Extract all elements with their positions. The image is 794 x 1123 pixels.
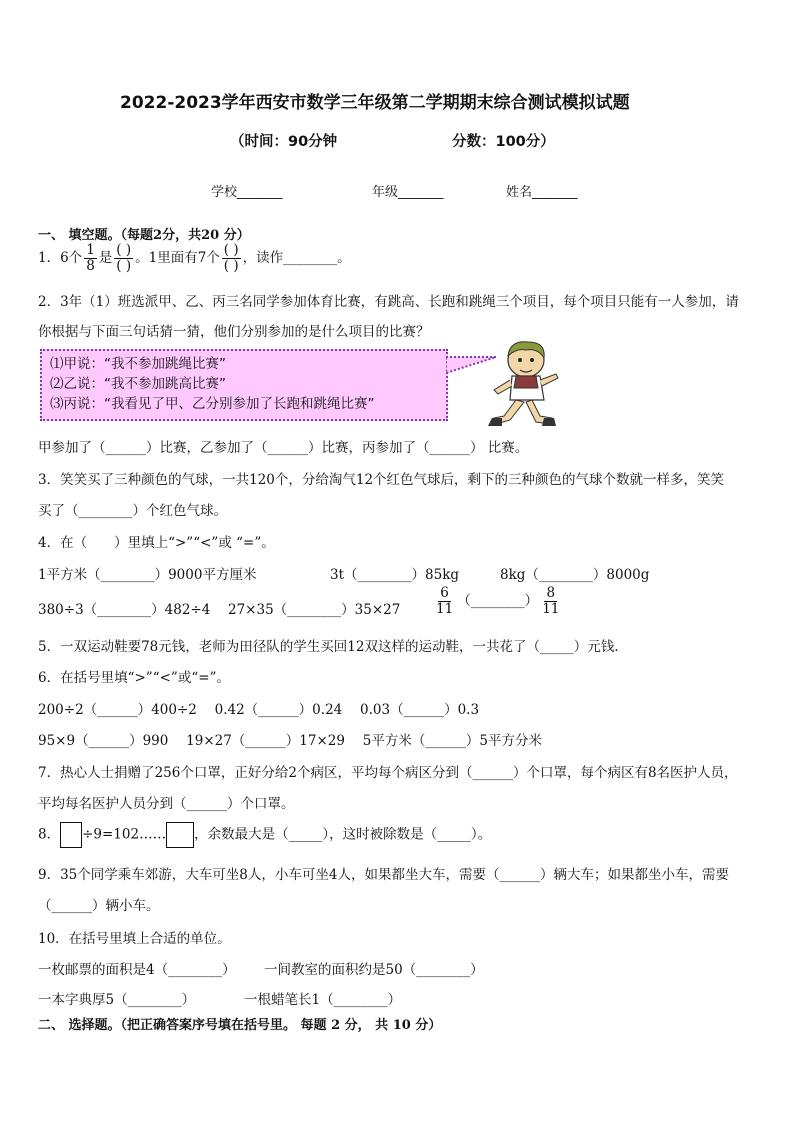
question-10-item: 一枚邮票的面积是4（________） [38,962,236,978]
bubble-line: ⑴甲说：“我不参加跳绳比赛” [50,356,226,372]
fraction: $\frac{6}{11}$ [436,585,454,617]
score-label: 分数：100分） [452,134,555,150]
question-9-line-2: （______）辆小车。 [38,898,160,914]
speech-bubble [40,349,448,421]
question-5: 5．一双运动鞋要78元钱，老师为田径队的学生买回12双这样的运动鞋，一共花了（_____）元钱. [38,639,619,655]
question-8: 8． ÷9=102…… ，余数最大是（_____），这时被除数是（_____）。 [38,822,491,848]
grade-field: 年级_______ [372,185,444,200]
question-3-line-2: 买了（________）个红色气球。 [38,503,227,519]
question-9-line-1: 9．35个同学乘车郊游，大车可坐8人，小车可坐4人，如果都坐大车，需要（______）辆大车；如果都坐小车，需要 [38,867,729,883]
fraction: $\frac{( )}{( )}$ [223,242,239,274]
question-7-line-2: 平均每名医护人员分到（______）个口罩。 [38,796,295,812]
bubble-line: ⑶丙说：“我看见了甲、乙分别参加了长跑和跳绳比赛” [50,396,375,412]
question-1: 1．6个 $\frac{1}{8}$ 是 $\frac{( )}{( )}$ 。1里面有7个 $\frac{( )}{( )}$ ，读作________。 [38,242,351,274]
question-4-item: 3t（________）85kg [330,567,460,583]
question-4: 4．在（ ）里填上“>”“<”或 “=”。 [38,535,275,551]
fraction: $\frac{1}{8}$ [86,242,95,274]
bubble-line: ⑵乙说：“我不参加跳高比赛” [50,376,226,392]
section-1-heading: 一、 填空题。（每题2分，共20 分） [38,228,250,243]
answer-box [60,822,82,848]
question-6-row: 200÷2（______）400÷2 0.42（______）0.24 0.03（______）0.3 [38,702,480,718]
question-4-item: 380÷3（________）482÷4 [38,602,211,618]
question-3-line-1: 3．笑笑买了三种颜色的气球，一共120个，分给淘气12个红色气球后，剩下的三种颜色的气球个数就一样多，笑笑 [38,472,725,488]
question-4-item: 1平方米（________）9000平方厘米 [38,567,257,583]
fraction: $\frac{8}{11}$ [542,585,560,617]
question-6: 6．在括号里填“>”“<”或“=”。 [38,670,230,686]
section-2-heading: 二、 选择题。（把正确答案序号填在括号里。 每题 2 分， 共 10 分） [38,1018,442,1033]
answer-box [166,822,194,848]
question-10-item: 一根蜡笔长1（________） [244,992,402,1008]
question-10-item: 一间教室的面积约是50（________） [264,962,484,978]
question-2-answer: 甲参加了（______）比赛，乙参加了（______）比赛，丙参加了（______） 比赛。 [38,440,529,456]
question-4-fraction-compare: $\frac{6}{11}$ （________） $\frac{8}{11}$ [436,585,560,617]
question-4-item: 8kg（________）8000g [500,567,650,583]
page-title: 2022-2023学年西安市数学三年级第二学期期末综合测试模拟试题 [120,93,630,113]
question-6-row: 95×9（______）990 19×27（______）17×29 5平方米（______）5平方分米 [38,733,542,749]
fraction: $\frac{( )}{( )}$ [116,242,132,274]
name-field: 姓名_______ [506,185,578,200]
question-10: 10．在括号里填上合适的单位。 [38,931,231,947]
question-2-line-1: 2．3年（1）班选派甲、乙、丙三名同学参加体育比赛，有跳高、长跑和跳绳三个项目，每个项目只能有一人参加，请 [38,294,739,310]
question-10-item: 一本字典厚5（________） [38,992,196,1008]
school-field: 学校_______ [211,185,283,200]
question-7-line-1: 7．热心人士捐赠了256个口罩，正好分给2个病区，平均每个病区分到（______）个口罩，每个病区有8名医护人员， [38,765,738,781]
time-label: （时间：90分钟 [230,134,338,150]
running-boy-illustration [480,338,560,428]
question-2-line-2: 你根据与下面三句话猜一猜，他们分别参加的是什么项目的比赛？ [38,324,430,340]
question-4-item: 27×35（________）35×27 [228,602,401,618]
